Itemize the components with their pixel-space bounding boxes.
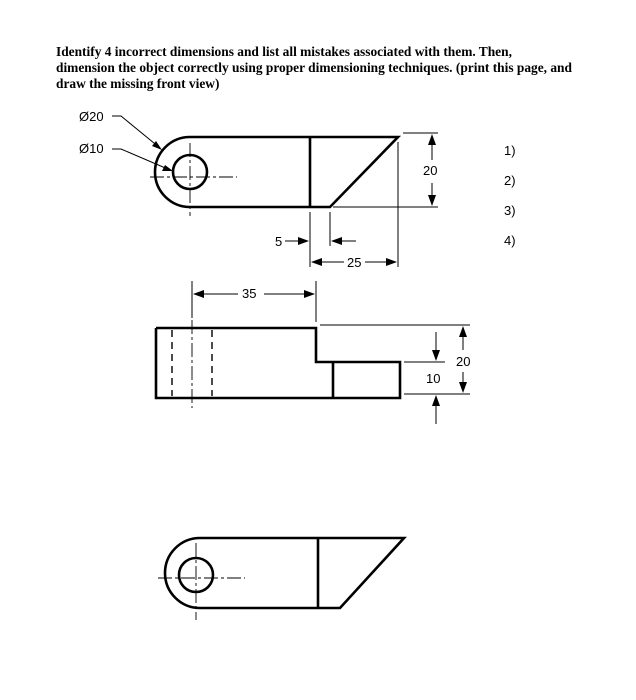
- dim-total-label: 20: [456, 354, 471, 369]
- instruction-line-3: draw the missing front view): [56, 76, 220, 91]
- bottom-view-outline: [165, 538, 404, 608]
- answer-item: 3): [504, 203, 516, 218]
- dim-20-label: 20: [423, 163, 438, 178]
- top-view-outline: [155, 137, 398, 207]
- side-view-outline: [156, 328, 400, 398]
- dim-total-arrow-bottom: [459, 382, 467, 393]
- dim-5-arrow-right: [331, 237, 342, 245]
- answer-item: 1): [504, 143, 516, 158]
- dim-35-arrow-right: [304, 290, 315, 298]
- dia-inner-arrow: [162, 165, 173, 171]
- dim-35-label: 35: [242, 286, 257, 301]
- dim-25-arrow-right: [386, 258, 397, 266]
- dia-outer-leader: [112, 116, 160, 148]
- dim-10-arrow-bottom: [432, 395, 440, 406]
- answer-item: 4): [504, 233, 516, 248]
- instruction-line-1: Identify 4 incorrect dimensions and list all mistakes associated with them. Then,: [56, 44, 512, 59]
- dia-outer-label: Ø20: [79, 109, 104, 124]
- dim-20-arrow-bottom: [428, 195, 436, 206]
- answer-item: 2): [504, 173, 516, 188]
- top-view: [79, 109, 438, 270]
- dim-20-arrow-top: [428, 134, 436, 145]
- dim-5-label: 5: [275, 234, 283, 249]
- dim-35-arrow-left: [193, 290, 204, 298]
- dim-5-arrow-left: [298, 237, 309, 245]
- answer-list: [504, 143, 516, 248]
- bottom-view: [158, 538, 404, 620]
- instruction-line-2: dimension the object correctly using proper dimensioning techniques. (print this page, and: [56, 60, 572, 75]
- dia-inner-label: Ø10: [79, 141, 104, 156]
- dim-10-label: 10: [426, 371, 441, 386]
- side-view: [156, 281, 470, 424]
- dim-25-label: 25: [347, 255, 362, 270]
- dim-25-arrow-left: [311, 258, 322, 266]
- dim-10-arrow-top: [432, 350, 440, 361]
- dim-total-arrow-top: [459, 326, 467, 337]
